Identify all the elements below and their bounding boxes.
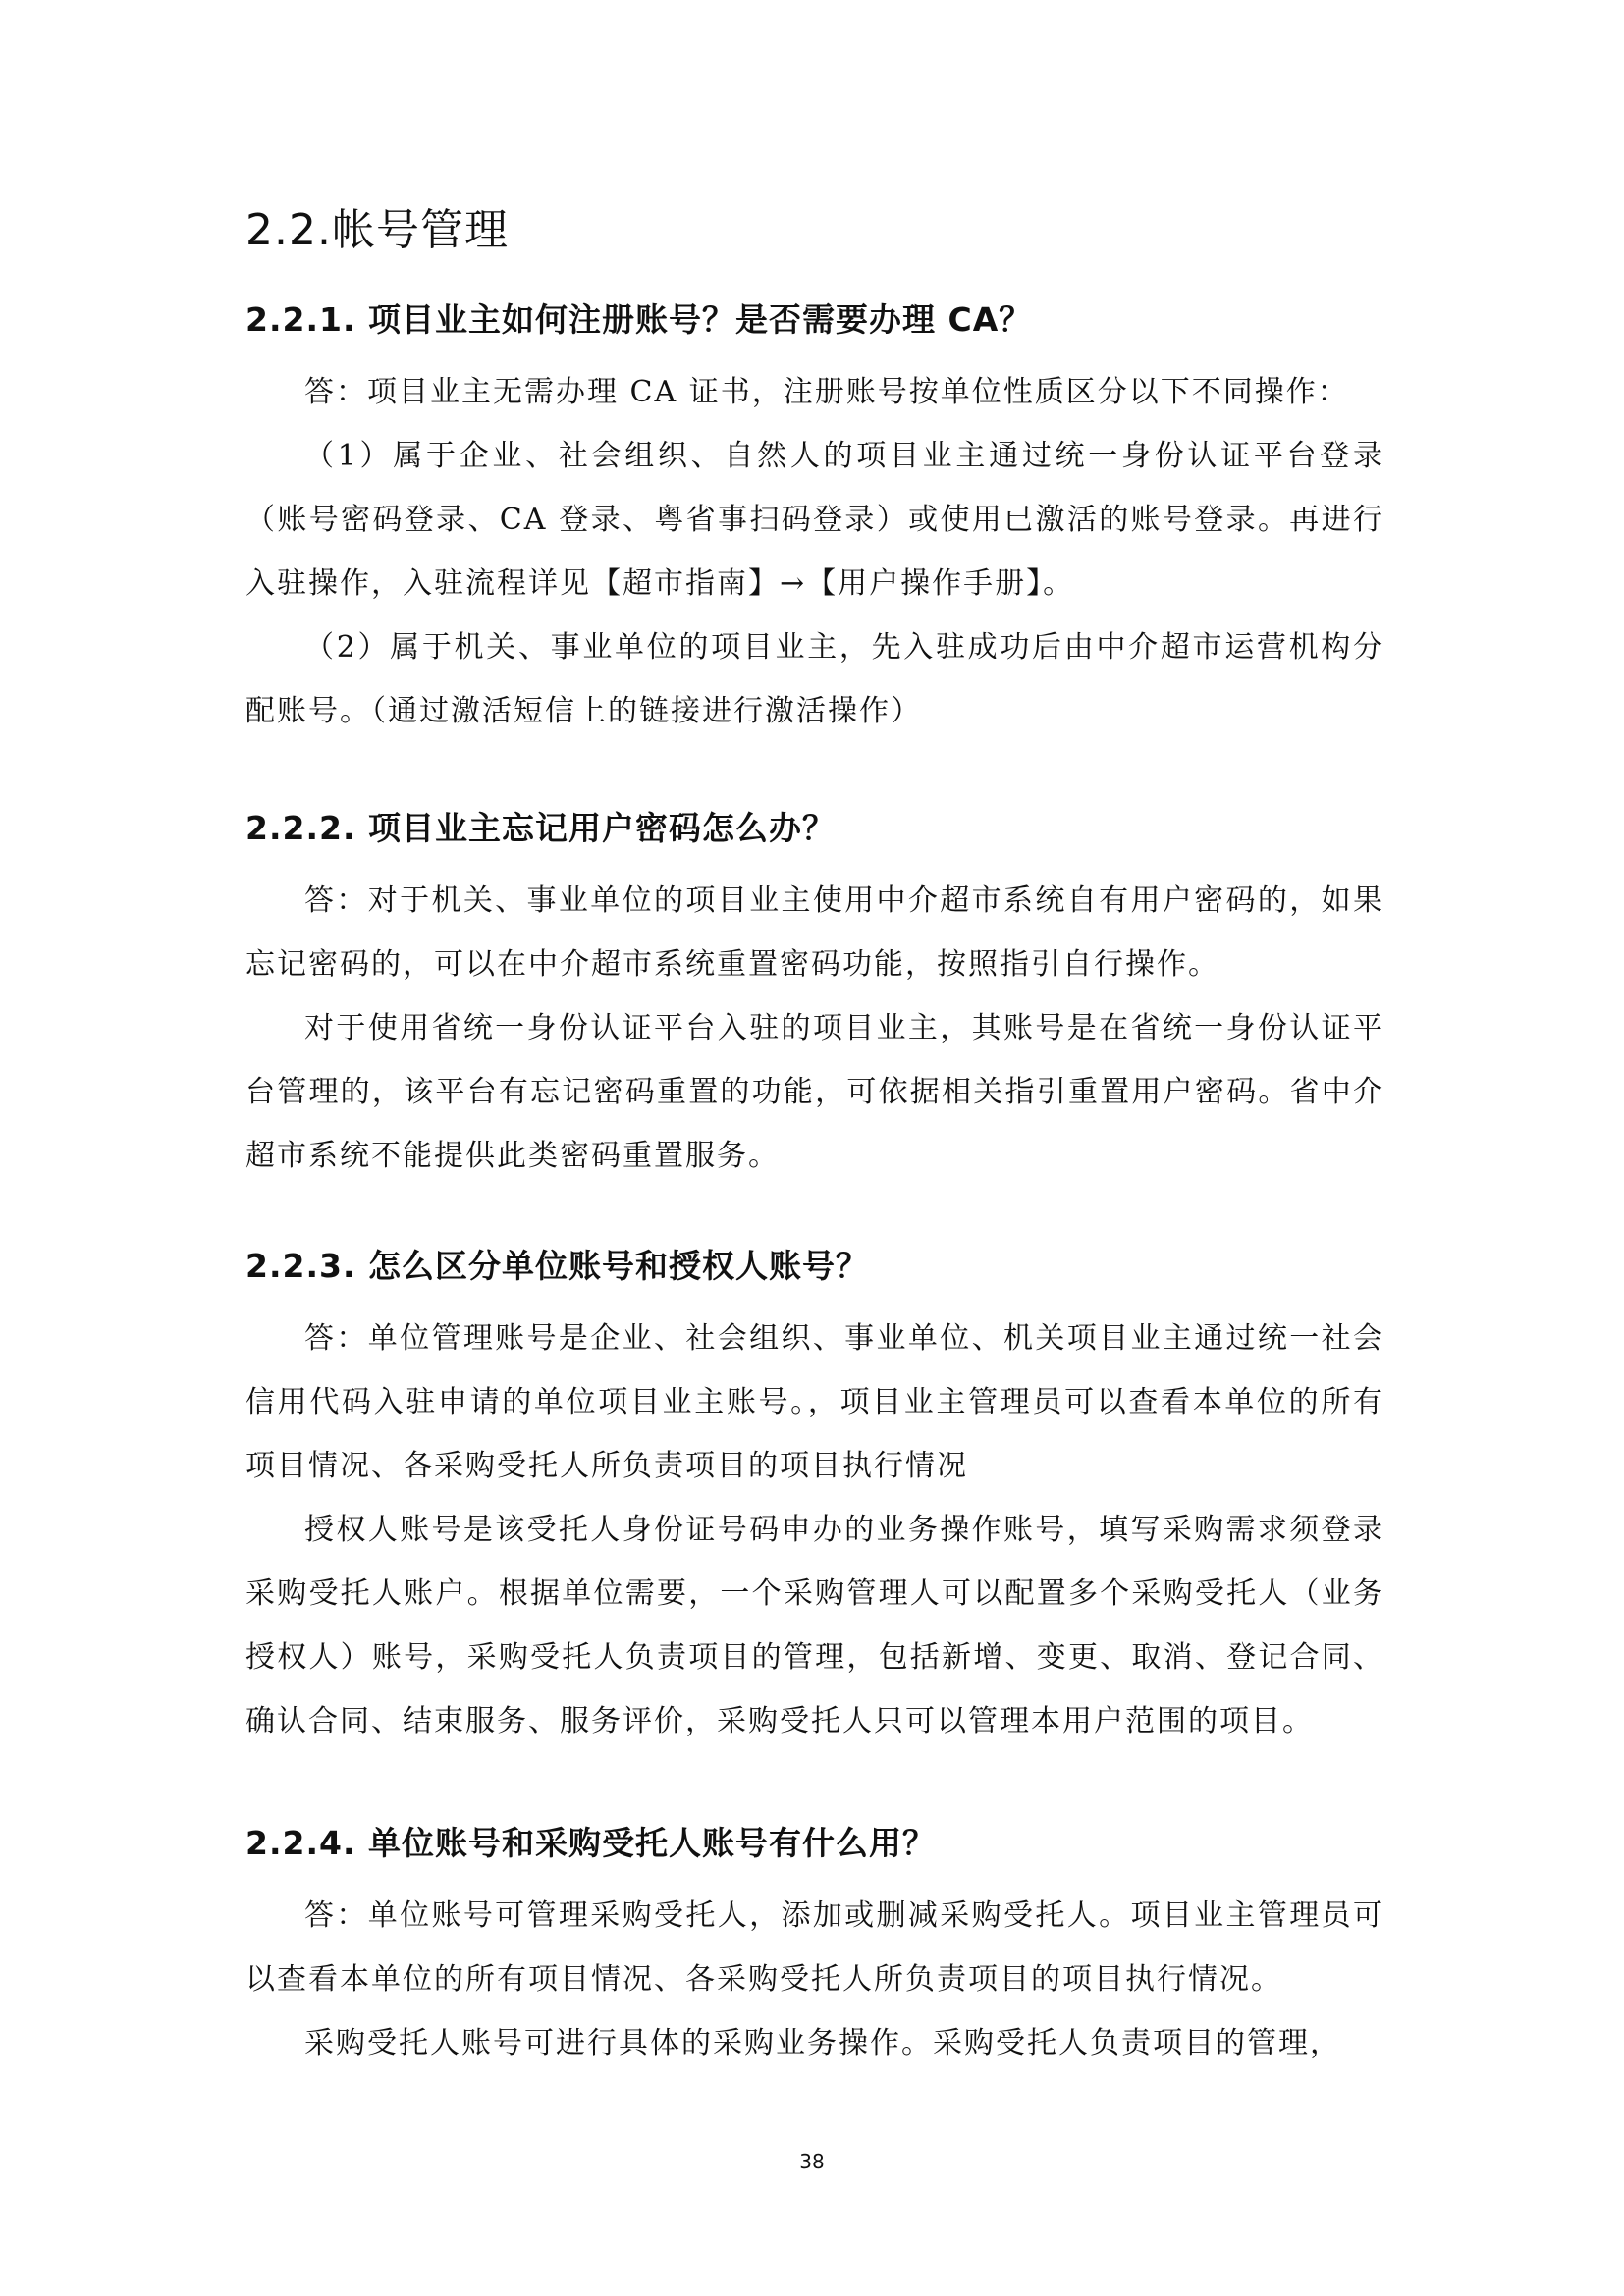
answer-paragraph: （2）属于机关、事业单位的项目业主，先入驻成功后由中介超市运营机构分配账号。（通过激活短信上的链接进行激活操作） [245, 630, 1384, 728]
question-heading: 2.2.4. 单位账号和采购受托人账号有什么用？ [245, 1824, 936, 1862]
qa-block-2-2-3 [245, 1241, 1384, 1753]
question-heading: 2.2.2. 项目业主忘记用户密码怎么办？ [245, 809, 836, 847]
answer-paragraph: 对于使用省统一身份认证平台入驻的项目业主，其账号是在省统一身份认证平台管理的，该平台有忘记密码重置的功能，可依据相关指引重置用户密码。省中介超市系统不能提供此类密码重置服务。 [245, 1011, 1384, 1173]
answer-paragraph: 答：单位管理账号是企业、社会组织、事业单位、机关项目业主通过统一社会信用代码入驻申请的单位项目业主账号。，项目业主管理员可以查看本单位的所有项目情况、各采购受托人所负责项目的项目执行情况 [245, 1321, 1384, 1483]
answer-paragraph: 答：单位账号可管理采购受托人，添加或删减采购受托人。项目业主管理员可以查看本单位的所有项目情况、各采购受托人所负责项目的项目执行情况。 [245, 1898, 1384, 1997]
qa-block-2-2-2 [245, 803, 1384, 1188]
page-number: 38 [799, 2150, 825, 2173]
qa-block-2-2-1 [245, 294, 1384, 743]
section-title: 2.2.帐号管理 [245, 205, 509, 255]
answer-paragraph: 授权人账号是该受托人身份证号码申办的业务操作账号，填写采购需求须登录采购受托人账户。根据单位需要，一个采购管理人可以配置多个采购受托人（业务授权人）账号，采购受托人负责项目的管理，包括新增、变更、取消、登记合同、确认合同、结束服务、服务评价，采购受托人只可以管理本用户范围的项目。 [245, 1513, 1384, 1738]
answer-paragraph: 采购受托人账号可进行具体的采购业务操作。采购受托人负责项目的管理， [304, 2026, 1341, 2060]
question-heading: 2.2.3. 怎么区分单位账号和授权人账号？ [245, 1247, 869, 1285]
answer-paragraph: 答：对于机关、事业单位的项目业主使用中介超市系统自有用户密码的，如果忘记密码的，可以在中介超市系统重置密码功能，按照指引自行操作。 [245, 883, 1384, 982]
answer-paragraph: 答：项目业主无需办理 CA 证书，注册账号按单位性质区分以下不同操作： [304, 375, 1349, 409]
question-heading: 2.2.1. 项目业主如何注册账号？是否需要办理 CA？ [245, 300, 1033, 339]
qa-block-2-2-4 [245, 1818, 1384, 2075]
answer-paragraph: （1）属于企业、社会组织、自然人的项目业主通过统一身份认证平台登录（账号密码登录、CA 登录、粤省事扫码登录）或使用已激活的账号登录。再进行入驻操作，入驻流程详见【超市指南】→【用户操作手册】。 [245, 439, 1384, 601]
